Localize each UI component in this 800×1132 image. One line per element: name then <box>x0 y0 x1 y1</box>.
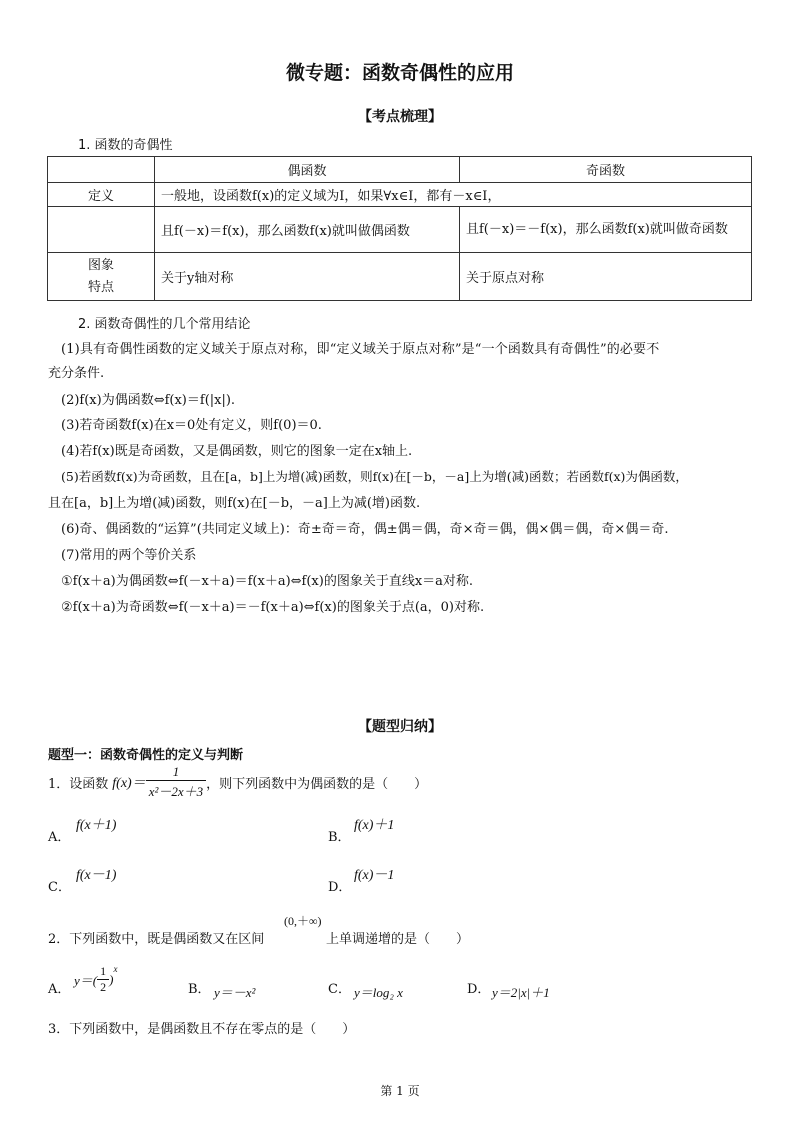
q2-option-a <box>74 964 117 995</box>
conclusion-1-line2: 充分条件. <box>48 366 105 381</box>
conclusion-3: (3)若奇函数f(x)在x＝0处有定义，则f(0)＝0. <box>61 418 322 433</box>
q2-option-c-label: C． <box>328 982 351 997</box>
conclusion-2: (2)f(x)为偶函数⇔f(x)＝f(|x|). <box>61 393 236 408</box>
table-graph-label-line1: 图象 <box>87 257 114 273</box>
conclusion-7-item1: ①f(x＋a)为偶函数⇔f(－x＋a)＝f(x＋a)⇔f(x)的图象关于直线x＝a对称. <box>61 574 474 589</box>
q2-option-a-fraction <box>97 964 109 995</box>
q2-option-d: y＝2|x|＋1 <box>492 985 550 1000</box>
q1-option-d-label: D． <box>328 880 352 895</box>
q1-option-a: f(x＋1) <box>76 818 117 833</box>
q1-function: f(x)＝ <box>112 776 146 791</box>
q2-option-a-denominator: 2 <box>100 980 107 994</box>
q1-prefix: 1．设函数 <box>48 776 109 792</box>
q1-fraction-denominator: x²－2x＋3 <box>148 784 204 799</box>
section-heading-types: 【题型归纳】 <box>358 719 442 735</box>
table-definition-common: 一般地，设函数f(x)的定义域为I，如果∀x∈I，都有－x∈I， <box>155 183 752 207</box>
q1-option-b-label: B． <box>328 830 351 845</box>
q2-option-c: y＝log₂ x <box>354 985 403 1000</box>
table-row-graph-label <box>48 253 155 301</box>
q1-option-d: f(x)－1 <box>354 868 395 883</box>
q2-option-a-post: ) <box>109 971 114 987</box>
q2-option-a-label: A． <box>48 982 71 997</box>
table-definition-odd: 且f(－x)＝－f(x)，那么函数f(x)就叫做奇函数 <box>460 207 752 253</box>
q2-option-b-label: B． <box>188 982 211 997</box>
q1-option-c: f(x－1) <box>76 868 117 883</box>
q2-prefix: 2．下列函数中，既是偶函数又在区间 <box>48 932 265 947</box>
q2-option-a-pre: y＝( <box>74 973 98 988</box>
conclusion-4: (4)若f(x)既是奇函数，又是偶函数，则它的图象一定在x轴上. <box>61 444 413 459</box>
table-graph-even: 关于y轴对称 <box>155 253 460 301</box>
q2-option-d-label: D． <box>467 982 491 997</box>
table-header-odd: 奇函数 <box>460 157 752 183</box>
table-graph-odd: 关于原点对称 <box>460 253 752 301</box>
q1-suffix: ，则下列函数中为偶函数的是（ ） <box>206 776 428 792</box>
section-heading-review: 【考点梳理】 <box>358 109 442 125</box>
q2-option-a-numerator: 1 <box>97 964 109 980</box>
conclusion-6: (6)奇、偶函数的“运算”(共同定义域上)：奇±奇＝奇，偶±偶＝偶，奇×奇＝偶，偶×偶＝偶，奇×偶＝奇. <box>61 522 669 537</box>
table-header-even: 偶函数 <box>155 157 460 183</box>
parity-table <box>47 156 752 301</box>
q2-option-a-exponent: x <box>113 964 118 974</box>
conclusion-7: (7)常用的两个等价关系 <box>61 548 197 563</box>
conclusion-5-line1: (5)若函数f(x)为奇函数，且在[a，b]上为增(减)函数，则f(x)在[－b，－a]上为增(减)函数；若函数f(x)为偶函数， <box>61 469 688 484</box>
type1-heading-text: 题型一：函数奇偶性的定义与判断 <box>48 748 244 763</box>
q1-option-c-label: C． <box>48 880 71 895</box>
page-title: 微专题：函数奇偶性的应用 <box>285 62 514 84</box>
table-empty-cell <box>48 207 155 253</box>
conclusion-5-line2: 且在[a，b]上为增(减)函数，则f(x)在[－b，－a]上为减(增)函数. <box>48 496 421 511</box>
subheading-parity: 1. 函数的奇偶性 <box>78 138 173 153</box>
q2-interval: (0,＋∞) <box>284 914 322 928</box>
type1-heading <box>48 744 243 763</box>
conclusion-7-item2: ②f(x＋a)为奇函数⇔f(－x＋a)＝－f(x＋a)⇔f(x)的图象关于点(a，0)对称. <box>61 600 485 615</box>
table-corner-cell <box>48 157 155 183</box>
question-3: 3．下列函数中，是偶函数且不存在零点的是（ ） <box>48 1022 356 1037</box>
table-row-definition-label: 定义 <box>48 183 155 207</box>
q1-option-a-label: A． <box>48 830 71 845</box>
q2-option-b: y＝－x² <box>214 985 256 1000</box>
q1-fraction <box>146 764 206 800</box>
subheading-conclusions: 2. 函数奇偶性的几个常用结论 <box>78 317 251 332</box>
page-number: 第 1 页 <box>380 1084 420 1098</box>
q2-suffix: 上单调递增的是（ ） <box>326 932 470 947</box>
q1-fraction-numerator: 1 <box>146 764 206 781</box>
question-1 <box>48 764 427 800</box>
table-definition-even: 且f(－x)＝f(x)，那么函数f(x)就叫做偶函数 <box>155 207 460 253</box>
table-graph-label-line2: 特点 <box>87 279 114 295</box>
q1-option-b: f(x)＋1 <box>354 818 395 833</box>
conclusion-1-line1: (1)具有奇偶性函数的定义域关于原点对称，即“定义域关于原点对称”是“一个函数具有奇偶性”的必要不 <box>61 342 660 357</box>
